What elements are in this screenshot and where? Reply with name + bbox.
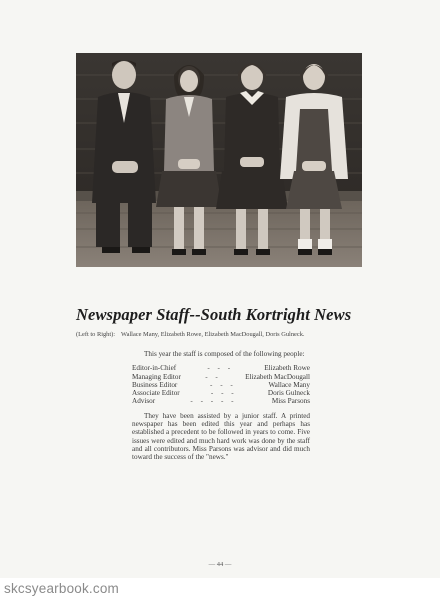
leader-dots: - - - xyxy=(210,389,237,398)
staff-name: Elizabeth Rowe xyxy=(264,364,310,373)
staff-role: Associate Editor xyxy=(132,389,180,398)
staff-name: Miss Parsons xyxy=(271,397,310,406)
group-photo xyxy=(76,53,362,267)
staff-role: Advisor xyxy=(132,397,156,406)
staff-role: Editor-in-Chief xyxy=(132,364,177,373)
staff-row xyxy=(132,397,310,405)
caption-label: (Left to Right): xyxy=(76,331,116,338)
staff-role: Business Editor xyxy=(132,380,178,389)
page-number: — 44 — xyxy=(208,561,232,568)
article-body xyxy=(132,350,310,462)
staff-name: Wallace Many xyxy=(268,380,310,389)
footer-bar xyxy=(0,578,440,600)
staff-name: Doris Gulneck xyxy=(267,389,310,398)
intro-paragraph: This year the staff is composed of the following people: xyxy=(144,350,305,358)
closing-paragraph: They have been assisted by a junior staff. A printed newspaper has been edited this year and perhaps has established a precedent to be followed in years to come. Five issues were edited and much hard work was done by the staff and all contributors. Miss Parsons was advisor and did much toward the success of the "news." xyxy=(132,411,310,462)
leader-dots: - - - xyxy=(210,380,236,389)
staff-row xyxy=(132,381,310,389)
leader-dots: - - - xyxy=(207,364,234,373)
leader-dots: - - xyxy=(205,372,221,381)
caption-names: Wallace Many, Elizabeth Rowe, Elizabeth MacDougall, Doris Gulneck. xyxy=(121,331,305,338)
staff-row xyxy=(132,389,310,397)
site-watermark: skcsyearbook.com xyxy=(4,581,119,596)
photo-caption xyxy=(76,331,386,338)
staff-list xyxy=(132,364,310,405)
page-title: Newspaper Staff--South Kortright News xyxy=(76,305,352,324)
staff-role: Managing Editor xyxy=(132,372,181,381)
leader-dots: - - - - - xyxy=(190,397,237,406)
staff-row xyxy=(132,364,310,372)
staff-name: Elizabeth MacDougall xyxy=(245,372,310,381)
staff-row xyxy=(132,373,310,381)
